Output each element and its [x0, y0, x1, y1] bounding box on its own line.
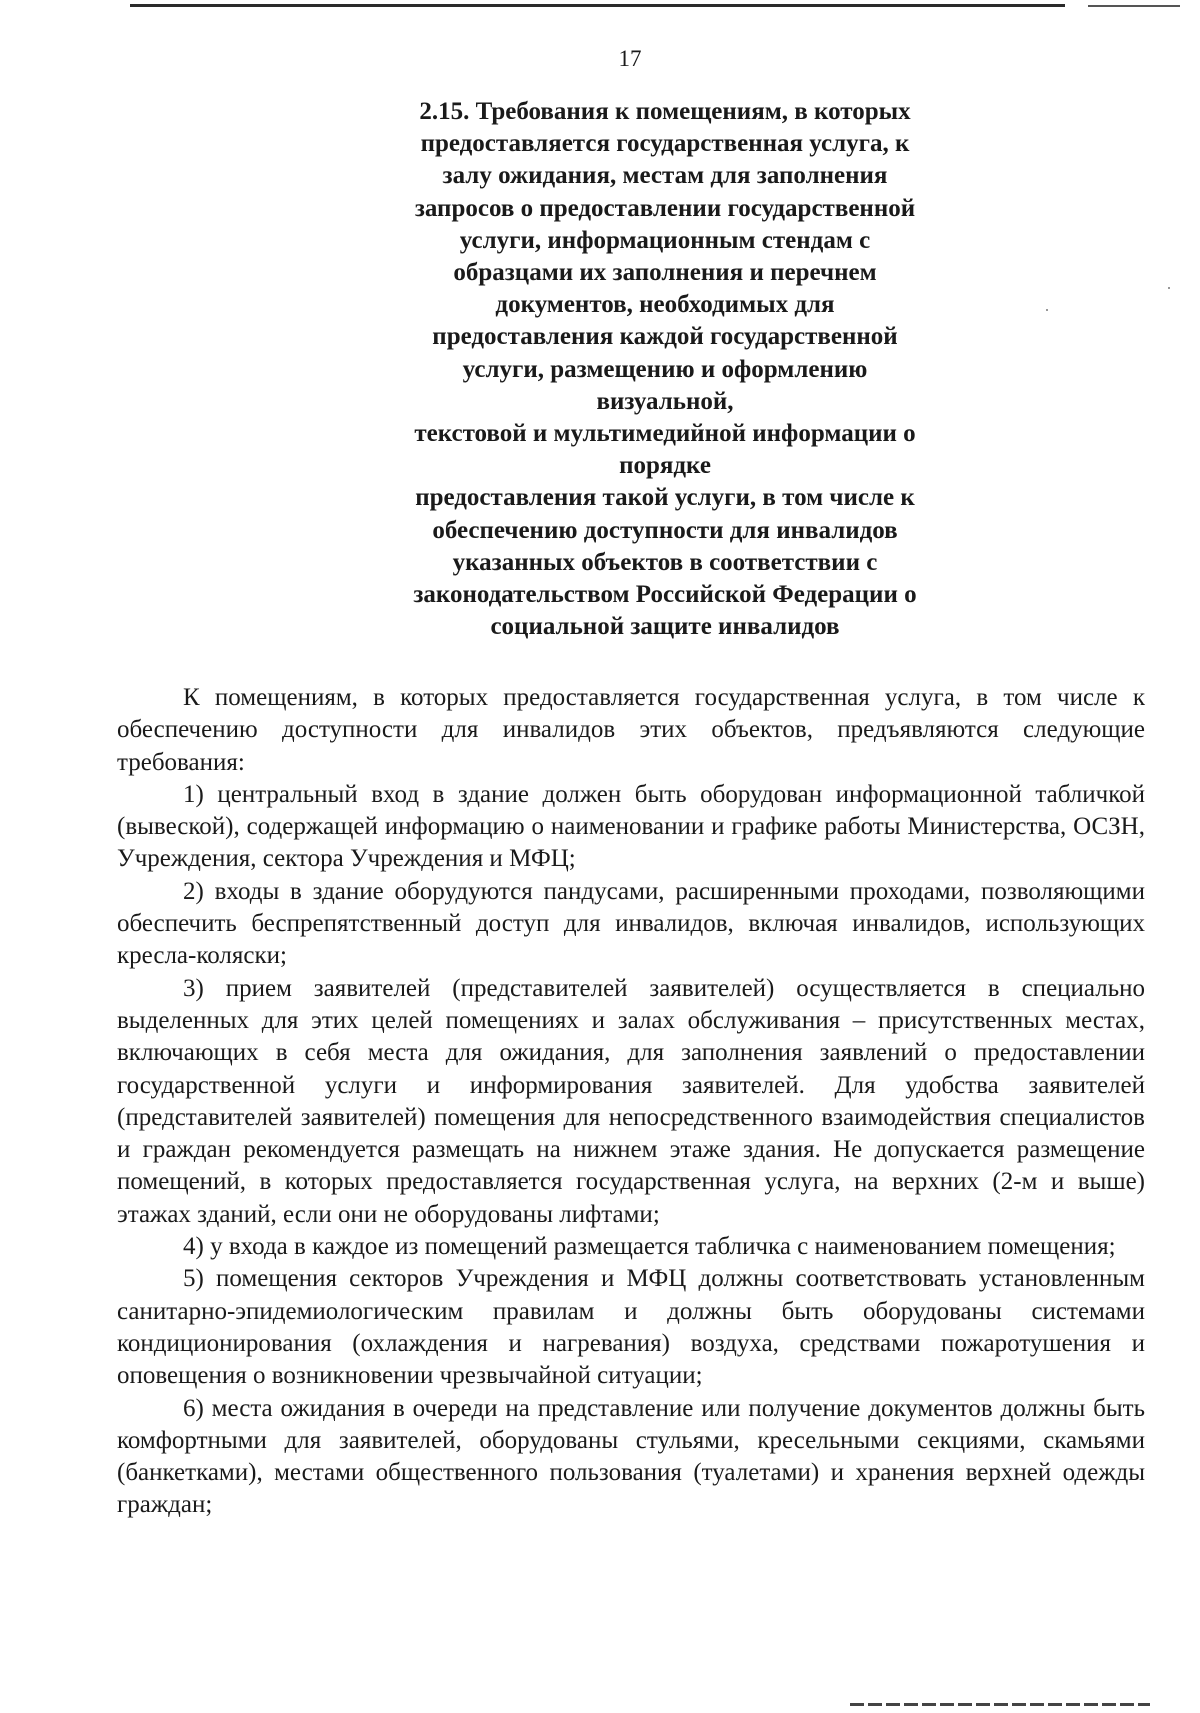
page-number: 17	[618, 46, 642, 71]
heading-line: обеспечению доступности для инвалидов	[432, 516, 898, 544]
heading-line: предоставления каждой государственной	[432, 323, 898, 351]
heading-line: указанных объектов в соответствии с	[452, 548, 878, 576]
heading-line: предоставления такой услуги, в том числе к	[415, 484, 915, 512]
heading-line: образцами их заполнения и перечнем	[453, 259, 877, 287]
scan-speck	[1046, 309, 1048, 311]
heading-line: документов, необходимых для	[495, 291, 835, 319]
requirement-item-5: 5) помещения секторов Учреждения и МФЦ должны соответствовать установленным санитарно-эпидемиологическим правилам и должны быть оборудованы системами кондиционирования (охлаждения и нагревания) воздуха, средствами пожаротушения и оповещения о возникновении чрезвычайной ситуации;	[117, 1265, 1145, 1390]
section-heading	[380, 96, 950, 643]
heading-line: запросов о предоставлении государственной	[414, 194, 916, 222]
requirement-item-1: 1) центральный вход в здание должен быть оборудован информационной табличкой (вывеской), содержащей информацию о наименовании и графике работы Министерства, ОСЗН, Учреждения, сектора Учреждения и МФЦ;	[117, 780, 1145, 873]
scan-speck	[1168, 287, 1170, 289]
requirement-item-3: 3) прием заявителей (представителей заявителей) осуществляется в специально выделенных для этих целей помещениях и залах обслуживания – присутственных местах, включающих в себя места для ожидания, для заполнения заявлений о предоставлении государственной услуги и информирования заявителей. Для удобства заявителей (представителей заявителей) помещения для непосредственного взаимодействия специалистов и граждан рекомендуется размещать на нижнем этаже здания. Не допускается размещение помещений, в которых предоставляется государственная услуга, на верхних (2-м и выше) этажах зданий, если они не оборудованы лифтами;	[117, 974, 1145, 1228]
heading-line: предоставляется государственная услуга, к	[420, 130, 910, 158]
heading-line: услуги, размещению и оформлению	[462, 355, 868, 383]
scan-edge-top-right	[1088, 5, 1180, 7]
heading-line: визуальной,	[596, 387, 734, 415]
requirement-item-6: 6) места ожидания в очереди на представление или получение документов должны быть комфортными для заявителей, оборудованы стульями, кресельными секциями, скамьями (банкетками), местами общественного пользования (туалетами) и хранения верхней одежды граждан;	[117, 1394, 1145, 1519]
heading-line: 2.15. Требования к помещениям, в которых	[419, 98, 911, 125]
requirement-item-2: 2) входы в здание оборудуются пандусами, расширенными проходами, позволяющими обеспечить беспрепятственный доступ для инвалидов, включая инвалидов, использующих кресла-коляски;	[117, 877, 1145, 970]
intro-paragraph: К помещениям, в которых предоставляется государственная услуга, в том числе к обеспечению доступности для инвалидов этих объектов, предъявляются следующие требования:	[117, 684, 1145, 776]
requirement-item-4: 4) у входа в каждое из помещений размещается табличка с наименованием помещения;	[183, 1233, 1116, 1261]
body-text	[117, 682, 1145, 1522]
heading-line: услуги, информационным стендам с	[459, 226, 871, 254]
heading-line: текстовой и мультимедийной информации о	[414, 420, 916, 448]
scan-edge-top	[130, 4, 1065, 7]
heading-line: порядке	[619, 452, 711, 480]
heading-line: социальной защите инвалидов	[490, 613, 840, 641]
scan-edge-bottom	[850, 1703, 1150, 1706]
heading-line: залу ожидания, местам для заполнения	[442, 162, 888, 190]
heading-line: законодательством Российской Федерации о	[413, 581, 917, 609]
